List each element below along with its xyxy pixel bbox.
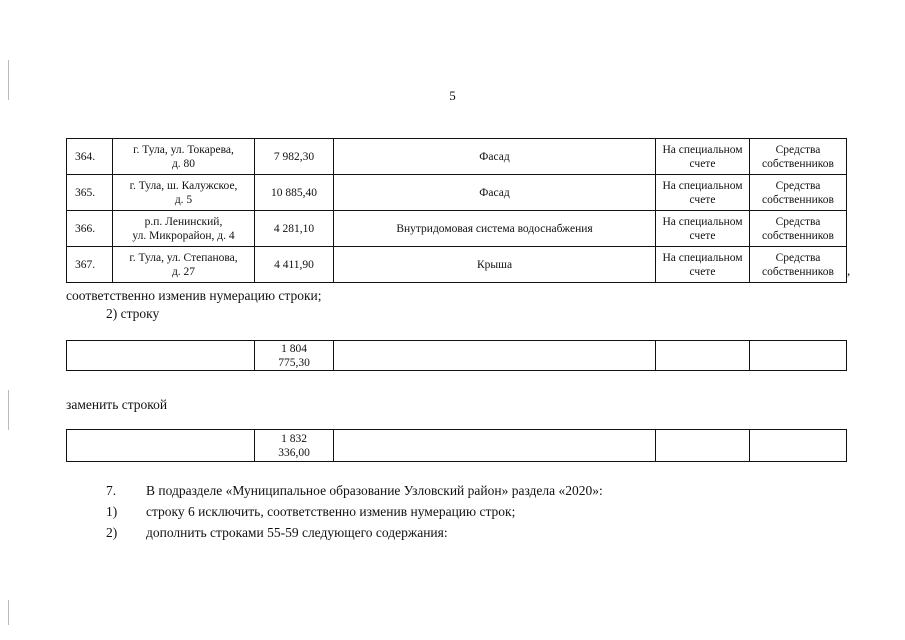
- row-cost: [255, 211, 334, 247]
- old-row-account-cell: [656, 341, 750, 371]
- list-item: [106, 525, 448, 541]
- row-work-type-text: Внутридомовая система водоснабжения: [396, 222, 593, 235]
- row-cost-text: 10 885,40: [271, 186, 317, 199]
- row-work-type: [334, 211, 656, 247]
- new-row-cost: [255, 430, 334, 462]
- row-address-text: г. Тула, ул. Степанова,: [129, 251, 238, 264]
- row-address: [113, 247, 255, 283]
- row-funding-source-text: собственников: [762, 157, 834, 170]
- row-account: [656, 175, 750, 211]
- row-number: [67, 175, 113, 211]
- table-trailing-comma: ,: [847, 263, 851, 278]
- row-address: [113, 175, 255, 211]
- row-work-type-text: Фасад: [479, 150, 510, 163]
- new-row-fund-cell: [750, 430, 847, 462]
- scan-edge-mark: [8, 600, 9, 625]
- row-cost-text: 4 281,10: [273, 222, 315, 235]
- new-row-table: [66, 429, 847, 462]
- row-cost-text: 7 982,30: [273, 150, 315, 163]
- table-row: [67, 211, 847, 247]
- old-row-cost: [255, 341, 334, 371]
- row-work-type-text: Фасад: [479, 186, 510, 199]
- addresses-table-body: [67, 139, 847, 283]
- row-funding-source-text: Средства: [775, 179, 821, 192]
- list-marker: 2): [106, 525, 118, 540]
- row-number: [67, 211, 113, 247]
- row-account-text: счете: [689, 265, 716, 278]
- row-cost: [255, 139, 334, 175]
- list-text: В подразделе «Муниципальное образование Узловский район» раздела «2020»:: [146, 483, 603, 498]
- row-funding-source: [750, 247, 847, 283]
- row-account-text: счете: [689, 193, 716, 206]
- row-cost: [255, 247, 334, 283]
- new-row-cost-line1: 1 832: [281, 432, 307, 445]
- old-row-empty-cell: [67, 341, 255, 371]
- row-account: [656, 211, 750, 247]
- row-address-text: д. 27: [171, 265, 196, 278]
- row-address: [113, 211, 255, 247]
- list-text: строку 6 исключить, соответственно изменив нумерацию строк;: [146, 504, 516, 519]
- row-account-text: На специальном: [662, 215, 743, 228]
- row-funding-source-text: Средства: [775, 215, 821, 228]
- row-funding-source: [750, 175, 847, 211]
- scan-edge-mark: [8, 390, 9, 430]
- new-row-account-cell: [656, 430, 750, 462]
- row-address: [113, 139, 255, 175]
- table-row: [67, 247, 847, 283]
- row-address-text: д. 5: [174, 193, 193, 206]
- row-funding-source-text: Средства: [775, 251, 821, 264]
- new-row-empty-cell: [67, 430, 255, 462]
- addresses-table: [66, 138, 847, 283]
- table-row: [67, 139, 847, 175]
- list-marker: 7.: [106, 483, 117, 498]
- row-account: [656, 139, 750, 175]
- list-text: дополнить строками 55-59 следующего содержания:: [146, 525, 448, 540]
- list-marker: 1): [106, 504, 118, 519]
- row-work-type: [334, 247, 656, 283]
- row-address-text: г. Тула, ул. Токарева,: [133, 143, 234, 156]
- row-number-text: 367.: [75, 258, 96, 271]
- row-number-text: 365.: [75, 186, 96, 199]
- row-number: [67, 247, 113, 283]
- row-address-text: ул. Микрорайон, д. 4: [132, 229, 235, 242]
- new-row-cost-line2: 336,00: [278, 446, 310, 459]
- list-item: [106, 504, 515, 520]
- old-row-cost-line1: 1 804: [281, 342, 307, 355]
- row-address-text: д. 80: [171, 157, 196, 170]
- row-number: [67, 139, 113, 175]
- list-item: [106, 483, 603, 499]
- new-row-work-cell: [334, 430, 656, 462]
- renumber-text: соответственно изменив нумерацию строки;: [66, 288, 322, 303]
- row-address-text: г. Тула, ш. Калужское,: [129, 179, 238, 192]
- scan-edge-mark: [8, 60, 9, 100]
- table-row: [67, 175, 847, 211]
- row-address-text: р.п. Ленинский,: [144, 215, 223, 228]
- row-funding-source: [750, 139, 847, 175]
- row-account-text: На специальном: [662, 143, 743, 156]
- row-funding-source-text: собственников: [762, 193, 834, 206]
- row-work-type: [334, 139, 656, 175]
- page-number: 5: [449, 88, 456, 103]
- row-account-text: счете: [689, 229, 716, 242]
- old-row: [67, 341, 847, 371]
- row-work-type: [334, 175, 656, 211]
- row-funding-source-text: собственников: [762, 229, 834, 242]
- old-row-cost-line2: 775,30: [278, 356, 310, 369]
- row-account: [656, 247, 750, 283]
- old-row-table: [66, 340, 847, 371]
- row-account-text: На специальном: [662, 179, 743, 192]
- row-account-text: На специальном: [662, 251, 743, 264]
- old-row-fund-cell: [750, 341, 847, 371]
- row-work-type-text: Крыша: [476, 258, 513, 271]
- row-cost-text: 4 411,90: [274, 258, 314, 271]
- new-row: [67, 430, 847, 462]
- row-number-text: 364.: [75, 150, 96, 163]
- row-funding-source-text: Средства: [775, 143, 821, 156]
- row-account-text: счете: [689, 157, 716, 170]
- old-row-work-cell: [334, 341, 656, 371]
- row-number-text: 366.: [75, 222, 96, 235]
- row-cost: [255, 175, 334, 211]
- line-item-2: 2) строку: [106, 306, 160, 321]
- row-funding-source: [750, 211, 847, 247]
- row-funding-source-text: собственников: [762, 265, 834, 278]
- replace-with-text: заменить строкой: [66, 397, 168, 412]
